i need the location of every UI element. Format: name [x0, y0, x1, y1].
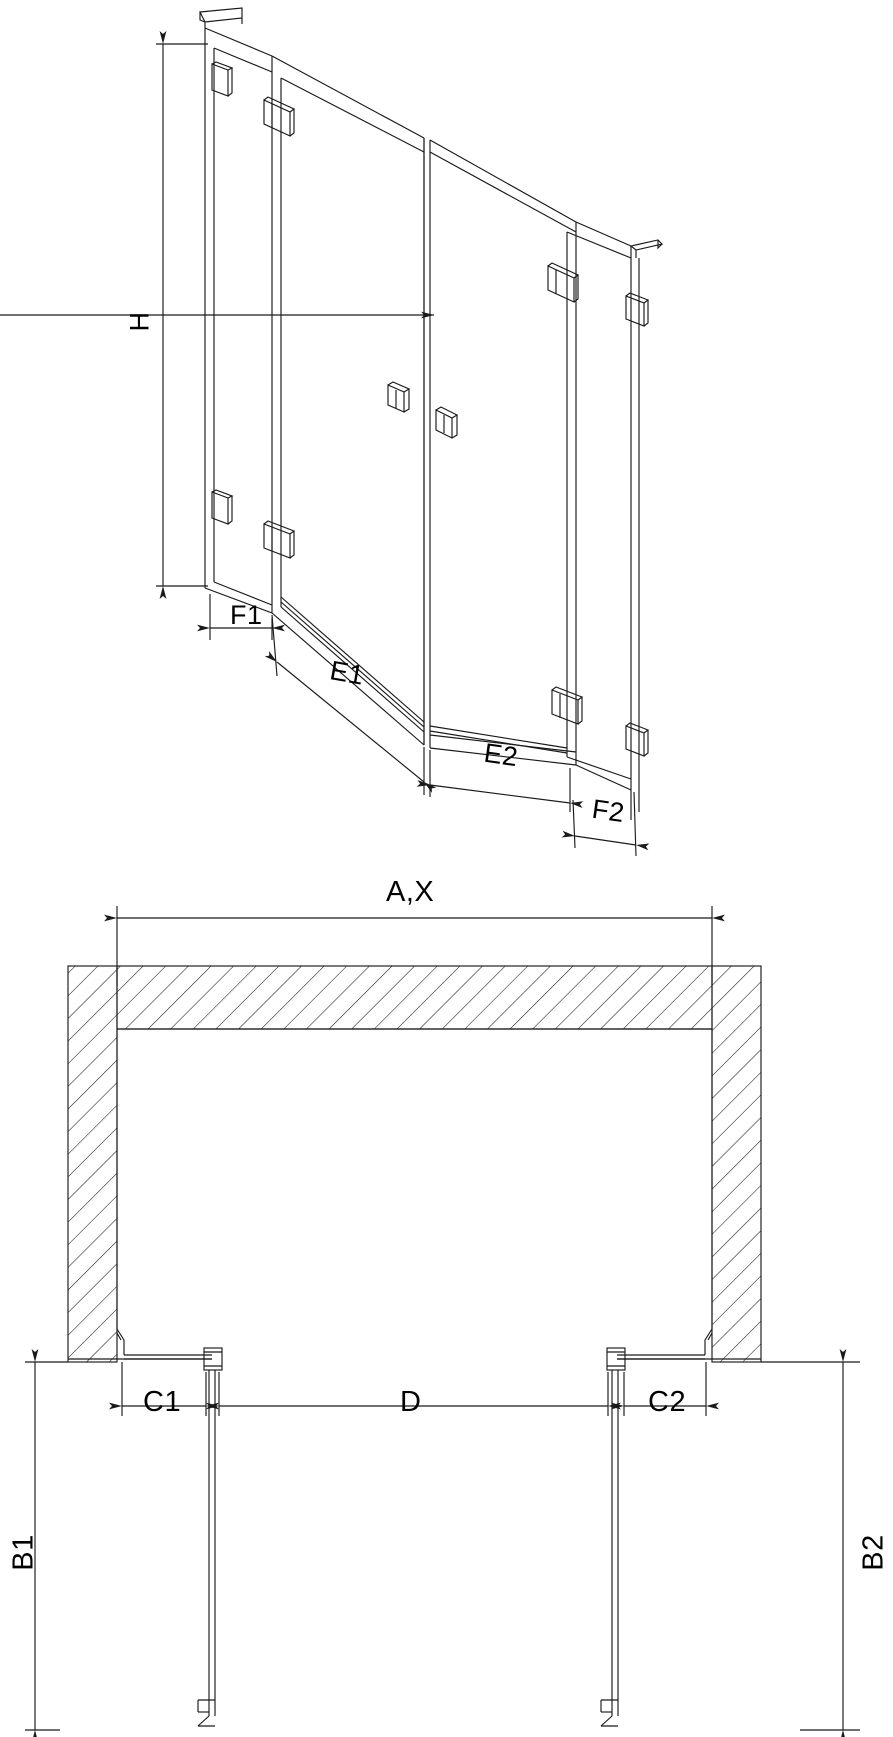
left-fixed-panel: [205, 28, 272, 613]
dimension-label-AX: A,X: [386, 876, 435, 908]
left-door-leaf: [272, 56, 424, 745]
dimension-B2: [761, 1362, 860, 1730]
dimension-label-C2: C2: [648, 1386, 687, 1418]
door-leaf-plan-left: [198, 1370, 215, 1726]
wall-hatch-top: [117, 966, 712, 1029]
hinge-upper-left: [212, 62, 232, 96]
dimension-label-D: D: [400, 1386, 422, 1418]
view-front: [0, 8, 662, 856]
right-door-leaf: [424, 138, 576, 765]
door-leaf-plan-right: [601, 1370, 618, 1726]
dimension-label-E2: E2: [482, 737, 521, 773]
door-handle-left: [388, 382, 409, 412]
right-fixed-panel: [567, 222, 639, 820]
dimension-E1: [272, 615, 424, 795]
dimension-label-H: H: [124, 311, 155, 332]
hinge-upper-left-door: [264, 97, 294, 136]
enclosure-plan-outline: [117, 1029, 712, 1329]
dimension-label-F1: F1: [230, 600, 263, 630]
wall-profile-right: [631, 240, 662, 258]
hinge-lower-left-door: [264, 521, 294, 558]
dimension-label-F2: F2: [590, 793, 627, 829]
hinge-lower-left: [212, 490, 232, 524]
wall-hatch-left: [68, 966, 117, 1362]
dimension-label-B1: B1: [7, 1534, 40, 1571]
hinge-upper-right: [626, 293, 648, 326]
hinge-lower-right: [626, 723, 648, 756]
wall-hatch-right: [712, 966, 761, 1362]
dimension-label-B2: B2: [857, 1534, 890, 1571]
dimension-label-E1: E1: [327, 655, 367, 691]
door-handle-right: [436, 407, 457, 438]
wall-profile-left: [200, 8, 242, 28]
hinge-upper-right-door: [548, 263, 578, 302]
dimension-H: [0, 44, 434, 586]
dimension-label-C1: C1: [143, 1386, 182, 1418]
view-plan: [25, 906, 860, 1730]
